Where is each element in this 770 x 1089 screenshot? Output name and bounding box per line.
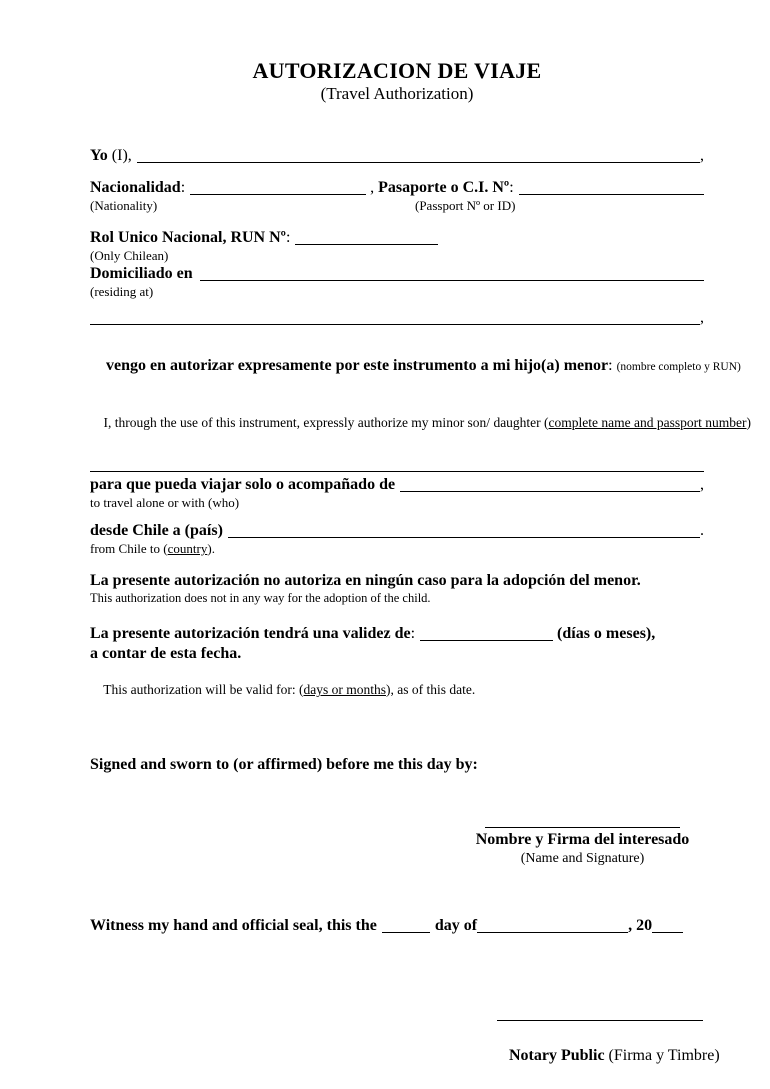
address-continuation-suffix: , <box>700 309 704 326</box>
adoption-clause: La presente autorización no autoriza en ningún caso para la adopción del menor. <box>90 572 641 589</box>
witness-dayof-label: day of <box>434 917 478 934</box>
run-hint: (Only Chilean) <box>90 248 169 263</box>
address-continuation-blank[interactable] <box>90 324 700 325</box>
companion-label: para que pueda viajar solo o acompañado de <box>90 476 396 493</box>
destination-hint-underlined: country <box>167 541 208 556</box>
signature-label: Nombre y Firma del interesado <box>475 831 690 848</box>
field-declarant <box>90 146 704 166</box>
adoption-clause-translation: This authorization does not in any way for the adoption of the child. <box>90 591 431 605</box>
nationality-blank[interactable] <box>190 194 366 195</box>
destination-hint: from Chile to (country). <box>90 541 215 556</box>
interested-party-signature-line[interactable] <box>485 827 680 828</box>
notary-label: Notary Public (Firma y Timbre) <box>509 1047 720 1064</box>
notary-signature-line[interactable] <box>497 1020 703 1021</box>
companion-suffix: , <box>700 476 704 493</box>
witness-day-blank[interactable] <box>382 932 430 933</box>
passport-number-blank[interactable] <box>519 194 704 195</box>
page-title: AUTORIZACION DE VIAJE <box>252 58 542 83</box>
minor-name-blank[interactable] <box>90 471 704 472</box>
run-label: Rol Unico Nacional, RUN Nº: <box>90 229 291 246</box>
field-address-continuation <box>90 308 704 328</box>
address-label: Domiciliado en <box>90 265 193 282</box>
field-minor-name <box>90 468 704 469</box>
validity-translation: This authorization will be valid for: (days or months), as of this date. <box>103 682 476 697</box>
validity-duration-blank[interactable] <box>420 640 553 641</box>
nationality-passport-hints <box>90 198 704 214</box>
validity-line2: a contar de esta fecha. <box>90 645 242 662</box>
witness-year-blank[interactable] <box>652 932 683 933</box>
nationality-label: Nacionalidad: <box>90 179 186 196</box>
page-subtitle: (Travel Authorization) <box>320 84 474 103</box>
destination-suffix: . <box>700 522 704 539</box>
witness-month-blank[interactable] <box>477 932 628 933</box>
field-run <box>90 228 704 248</box>
declarant-label: Yo (I), <box>90 147 132 164</box>
field-destination <box>90 521 704 541</box>
field-nationality-passport <box>90 178 704 198</box>
declarant-name-blank[interactable] <box>137 162 700 163</box>
signature-sublabel: (Name and Signature) <box>520 851 645 866</box>
companion-hint: to travel alone or with (who) <box>90 495 240 510</box>
validity-translation-underlined: days or months <box>303 682 386 697</box>
field-witness-date <box>90 916 704 936</box>
passport-hint: (Passport Nº or ID) <box>415 198 516 213</box>
field-address <box>90 264 704 284</box>
witness-year-prefix: , 20 <box>628 917 653 934</box>
field-validity <box>90 624 704 644</box>
witness-label: Witness my hand and official seal, this the <box>90 917 377 934</box>
passport-label: , Pasaporte o C.I. Nº: <box>366 179 514 196</box>
validity-label: La presente autorización tendrá una validez de: <box>90 625 416 642</box>
authorization-statement: vengo en autorizar expresamente por este instrumento a mi hijo(a) menor: (nombre completo y RUN) <box>106 357 741 374</box>
field-companion <box>90 475 704 495</box>
authorization-translation-underlined: complete name and passport number <box>548 415 747 430</box>
nationality-hint: (Nationality) <box>90 198 158 213</box>
notary-signature-block <box>485 1020 720 1089</box>
destination-country-blank[interactable] <box>228 537 700 538</box>
address-hint: (residing at) <box>90 284 154 299</box>
validity-units: (días o meses), <box>553 625 656 642</box>
document-page <box>0 58 770 1082</box>
address-blank[interactable] <box>200 280 704 281</box>
declarant-suffix: , <box>700 147 704 164</box>
interested-party-signature-block <box>475 827 690 868</box>
sworn-statement: Signed and sworn to (or affirmed) before me this day by: <box>90 756 478 773</box>
authorization-translation: I, through the use of this instrument, expressly authorize my minor son/ daughter (complete name and passport number) <box>103 415 751 430</box>
run-number-blank[interactable] <box>295 244 438 245</box>
destination-label: desde Chile a (país) <box>90 522 223 539</box>
authorization-note: (nombre completo y RUN) <box>616 361 741 373</box>
companion-blank[interactable] <box>400 491 700 492</box>
